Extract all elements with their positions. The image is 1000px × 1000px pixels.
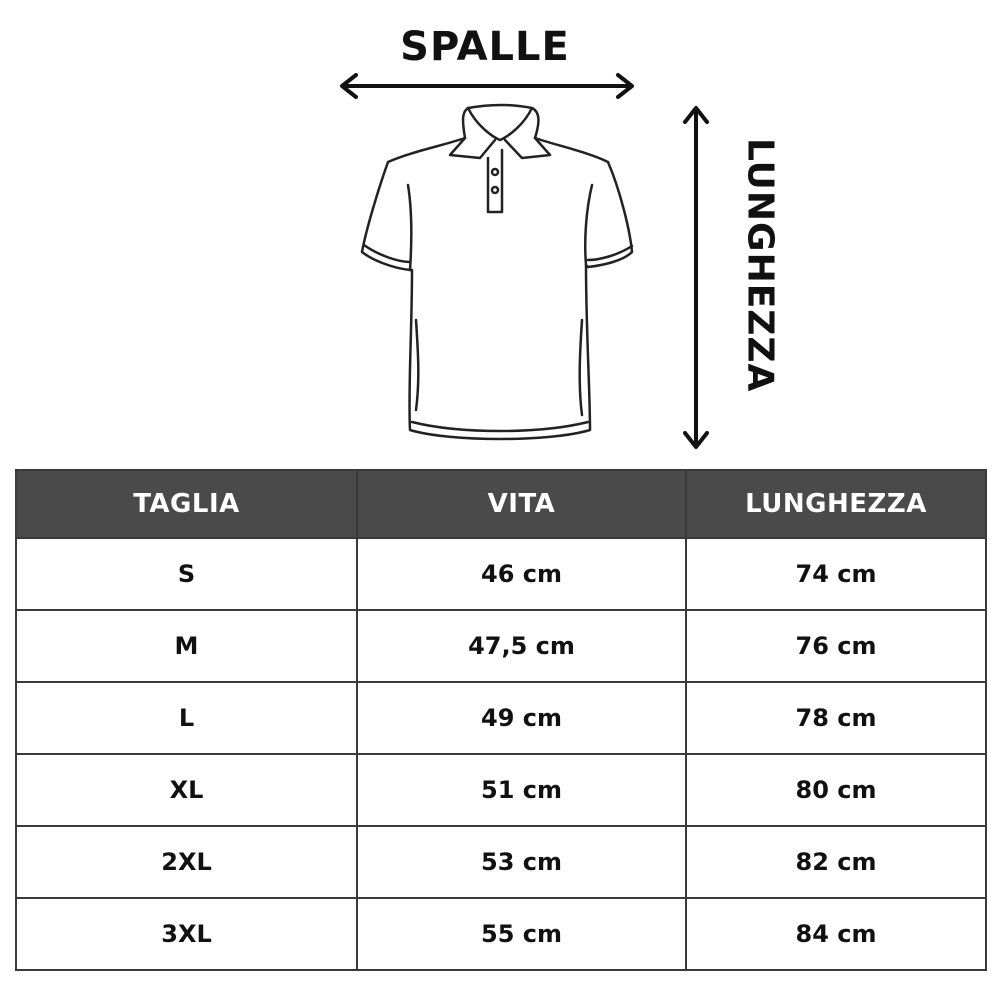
table-row (16, 682, 986, 754)
table-row (16, 898, 986, 970)
column-header-waist: VITA (357, 470, 686, 538)
length-cell: 82 cm (686, 826, 986, 898)
length-label: LUNGHEZZA (739, 137, 781, 393)
length-cell: 76 cm (686, 610, 986, 682)
polo-shirt-icon (350, 100, 650, 450)
size-table (15, 469, 987, 971)
size-cell: L (16, 682, 357, 754)
size-cell: M (16, 610, 357, 682)
shoulders-label: SPALLE (400, 24, 570, 70)
length-cell: 80 cm (686, 754, 986, 826)
table-header-row (16, 470, 986, 538)
table-row (16, 754, 986, 826)
waist-cell: 53 cm (357, 826, 686, 898)
length-cell: 84 cm (686, 898, 986, 970)
waist-cell: 51 cm (357, 754, 686, 826)
size-cell: S (16, 538, 357, 610)
waist-cell: 46 cm (357, 538, 686, 610)
column-header-length: LUNGHEZZA (686, 470, 986, 538)
length-cell: 74 cm (686, 538, 986, 610)
table-row (16, 826, 986, 898)
waist-cell: 55 cm (357, 898, 686, 970)
table-row (16, 538, 986, 610)
column-header-size: TAGLIA (16, 470, 357, 538)
size-cell: 2XL (16, 826, 357, 898)
waist-cell: 49 cm (357, 682, 686, 754)
size-cell: XL (16, 754, 357, 826)
waist-cell: 47,5 cm (357, 610, 686, 682)
length-cell: 78 cm (686, 682, 986, 754)
table-row (16, 610, 986, 682)
size-cell: 3XL (16, 898, 357, 970)
length-arrow-icon (676, 100, 716, 455)
